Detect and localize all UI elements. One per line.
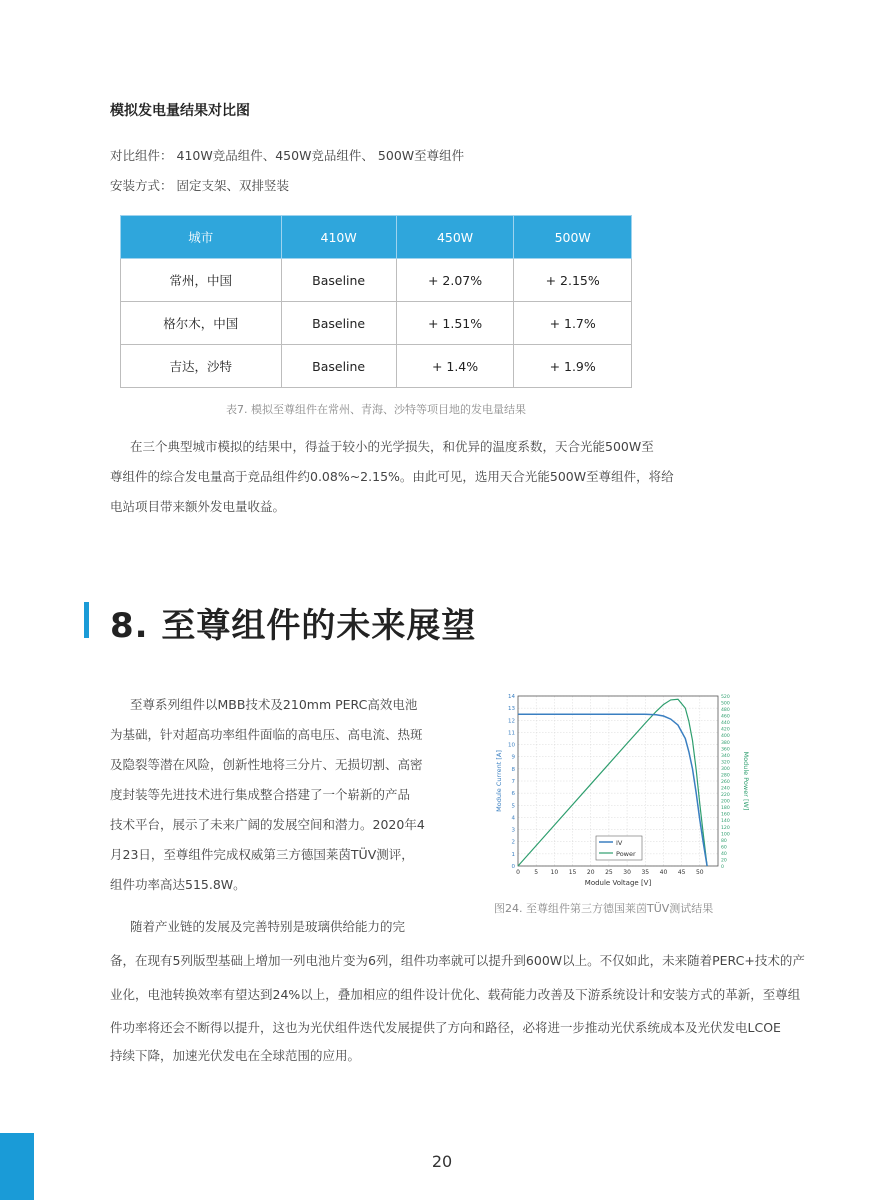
y-right-tick-label: 80 — [721, 838, 727, 844]
table-cell: + 2.15% — [514, 259, 632, 302]
compare-label: 对比组件： — [110, 148, 173, 163]
x-tick-label: 50 — [695, 869, 704, 876]
install-value: 固定支架、双排竖装 — [176, 178, 290, 193]
y-right-tick-label: 220 — [721, 793, 730, 799]
x-tick-label: 15 — [568, 869, 577, 876]
y-right-tick-label: 360 — [721, 747, 730, 753]
table-cell: + 1.51% — [396, 302, 514, 345]
y-left-tick-label: 8 — [511, 766, 515, 773]
table-cell: 吉达，沙特 — [121, 345, 282, 388]
x-tick-label: 0 — [516, 869, 520, 876]
y-right-tick-label: 300 — [721, 766, 730, 772]
paragraph-2-line-3: 及隐裂等潜在风险，创新性地将三分片、无损切割、高密 — [110, 757, 423, 772]
table-cell: Baseline — [281, 302, 396, 345]
y-right-tick-label: 100 — [721, 832, 730, 838]
y-right-tick-label: 0 — [721, 865, 724, 870]
footer-accent-bar — [0, 1133, 34, 1200]
paragraph-3-line-4: 件功率将还会不断得以提升，这也为光伏组件迭代发展提供了方向和路径，必将进一步推动光伏系统成本及光伏发电LCOE — [110, 1020, 781, 1035]
y-left-tick-label: 3 — [511, 827, 515, 834]
chart-svg — [494, 690, 748, 888]
y-left-tick-label: 13 — [508, 706, 515, 713]
table-row — [121, 302, 632, 345]
x-tick-label: 30 — [623, 869, 631, 876]
y-left-tick-label: 2 — [511, 839, 515, 846]
iv-power-chart — [494, 690, 748, 888]
table-row — [121, 259, 632, 302]
table-cell: + 2.07% — [396, 259, 514, 302]
header-410w: 410W — [281, 216, 396, 259]
paragraph-2-line-4: 度封装等先进技术进行集成整合搭建了一个崭新的产品 — [110, 787, 411, 802]
paragraph-1-line-1: 在三个典型城市模拟的结果中，得益于较小的光学损失，和优异的温度系数，天合光能500W至 — [130, 439, 654, 454]
y-right-tick-label: 200 — [721, 799, 730, 805]
y-right-tick-label: 500 — [721, 701, 730, 707]
table-row — [121, 345, 632, 388]
x-tick-label: 10 — [550, 869, 559, 876]
y-right-tick-label: 180 — [721, 806, 730, 812]
section-accent-bar — [84, 602, 89, 638]
compare-value: 410W竞品组件、450W竞品组件、 500W至尊组件 — [176, 148, 465, 163]
y-right-tick-label: 160 — [721, 812, 730, 818]
y-right-tick-label: 440 — [721, 721, 730, 727]
y-left-axis-label: Module Current [A] — [495, 750, 503, 812]
y-right-tick-label: 60 — [721, 845, 727, 851]
y-right-tick-label: 140 — [721, 819, 730, 825]
figure-caption: 图24. 至尊组件第三方德国莱茵TÜV测试结果 — [494, 902, 714, 915]
chart-legend — [596, 836, 642, 860]
y-right-tick-label: 380 — [721, 740, 730, 746]
paragraph-1-line-3: 电站项目带来额外发电量收益。 — [110, 499, 286, 514]
install-label: 安装方式： — [110, 178, 173, 193]
y-left-tick-label: 11 — [508, 730, 515, 737]
y-right-tick-label: 320 — [721, 760, 730, 766]
paragraph-3-line-1: 随着产业链的发展及完善特别是玻璃供给能力的完 — [130, 919, 406, 934]
y-right-tick-label: 340 — [721, 753, 730, 759]
x-axis-label: Module Voltage [V] — [584, 879, 652, 887]
y-right-tick-label: 480 — [721, 708, 730, 714]
header-500w: 500W — [514, 216, 632, 259]
table-cell: 格尔木，中国 — [121, 302, 282, 345]
x-tick-label: 40 — [659, 869, 668, 876]
table-cell: Baseline — [281, 345, 396, 388]
header-450w: 450W — [396, 216, 514, 259]
paragraph-3-line-2: 备，在现有5列版型基础上增加一列电池片变为6列，组件功率就可以提升到600W以上。不仅如此，未来随着PERC+技术的产 — [110, 953, 805, 968]
table-caption: 表7. 模拟至尊组件在常州、青海、沙特等项目地的发电量结果 — [226, 403, 526, 416]
y-left-tick-label: 7 — [511, 779, 515, 785]
paragraph-2-line-1: 至尊系列组件以MBB技术及210mm PERC高效电池 — [130, 697, 418, 712]
y-left-tick-label: 4 — [511, 815, 515, 822]
install-line — [110, 176, 289, 194]
y-right-axis-label: Module Power [W] — [742, 751, 750, 811]
y-right-tick-label: 260 — [721, 780, 730, 785]
paragraph-2-line-7: 组件功率高达515.8W。 — [110, 877, 246, 892]
table-header-row — [121, 216, 632, 259]
y-left-tick-label: 10 — [508, 742, 515, 749]
y-left-tick-label: 1 — [511, 851, 515, 858]
y-right-tick-label: 280 — [721, 773, 730, 779]
paragraph-2-line-2: 为基础，针对超高功率组件面临的高电压、高电流、热斑 — [110, 727, 423, 742]
comparison-table — [120, 215, 632, 388]
paragraph-3-line-3: 业化，电池转换效率有望达到24%以上，叠加相应的组件设计优化、载荷能力改善及下游系统设计和安装方式的革新，至尊组 — [110, 987, 801, 1002]
y-right-tick-label: 520 — [721, 695, 730, 700]
legend-iv-label: IV — [616, 839, 623, 847]
y-right-tick-label: 460 — [721, 714, 730, 720]
y-left-tick-label: 5 — [511, 803, 515, 810]
table-cell: + 1.4% — [396, 345, 514, 388]
x-tick-label: 35 — [641, 869, 650, 876]
y-right-tick-label: 20 — [721, 858, 727, 864]
y-right-ticks — [721, 694, 730, 870]
y-right-tick-label: 420 — [721, 727, 730, 733]
y-right-tick-label: 120 — [721, 825, 730, 831]
x-tick-label: 45 — [677, 869, 686, 876]
paragraph-2-line-6: 月23日，至尊组件完成权威第三方德国莱茵TÜV测评， — [110, 847, 414, 862]
table-cell: + 1.7% — [514, 302, 632, 345]
table-cell: 常州，中国 — [121, 259, 282, 302]
y-left-tick-label: 9 — [511, 754, 515, 761]
x-ticks — [516, 869, 704, 876]
y-left-ticks — [508, 694, 516, 870]
y-left-tick-label: 12 — [508, 718, 515, 725]
x-tick-label: 25 — [605, 869, 613, 876]
y-right-tick-label: 40 — [721, 851, 727, 857]
y-left-tick-label: 0 — [511, 864, 515, 870]
x-tick-label: 20 — [586, 869, 595, 876]
legend-power-label: Power — [616, 850, 636, 858]
y-left-tick-label: 6 — [511, 791, 515, 798]
header-city: 城市 — [121, 216, 282, 259]
y-left-tick-label: 14 — [508, 694, 515, 700]
paragraph-3-line-5: 持续下降，加速光伏发电在全球范围的应用。 — [110, 1048, 361, 1063]
page-number: 20 — [431, 1152, 453, 1171]
paragraph-1-line-2: 尊组件的综合发电量高于竞品组件约0.08%~2.15%。由此可见，选用天合光能500W至尊组件，将给 — [110, 469, 674, 484]
section-heading: 模拟发电量结果对比图 — [110, 103, 250, 119]
compare-line — [110, 146, 464, 164]
y-right-tick-label: 240 — [721, 786, 730, 792]
paragraph-2-line-5: 技术平台，展示了未来广阔的发展空间和潜力。2020年4 — [110, 817, 425, 832]
x-tick-label: 5 — [534, 869, 539, 876]
section-title: 8. 至尊组件的未来展望 — [110, 606, 477, 646]
table-cell: + 1.9% — [514, 345, 632, 388]
table-cell: Baseline — [281, 259, 396, 302]
y-right-tick-label: 400 — [721, 734, 730, 740]
